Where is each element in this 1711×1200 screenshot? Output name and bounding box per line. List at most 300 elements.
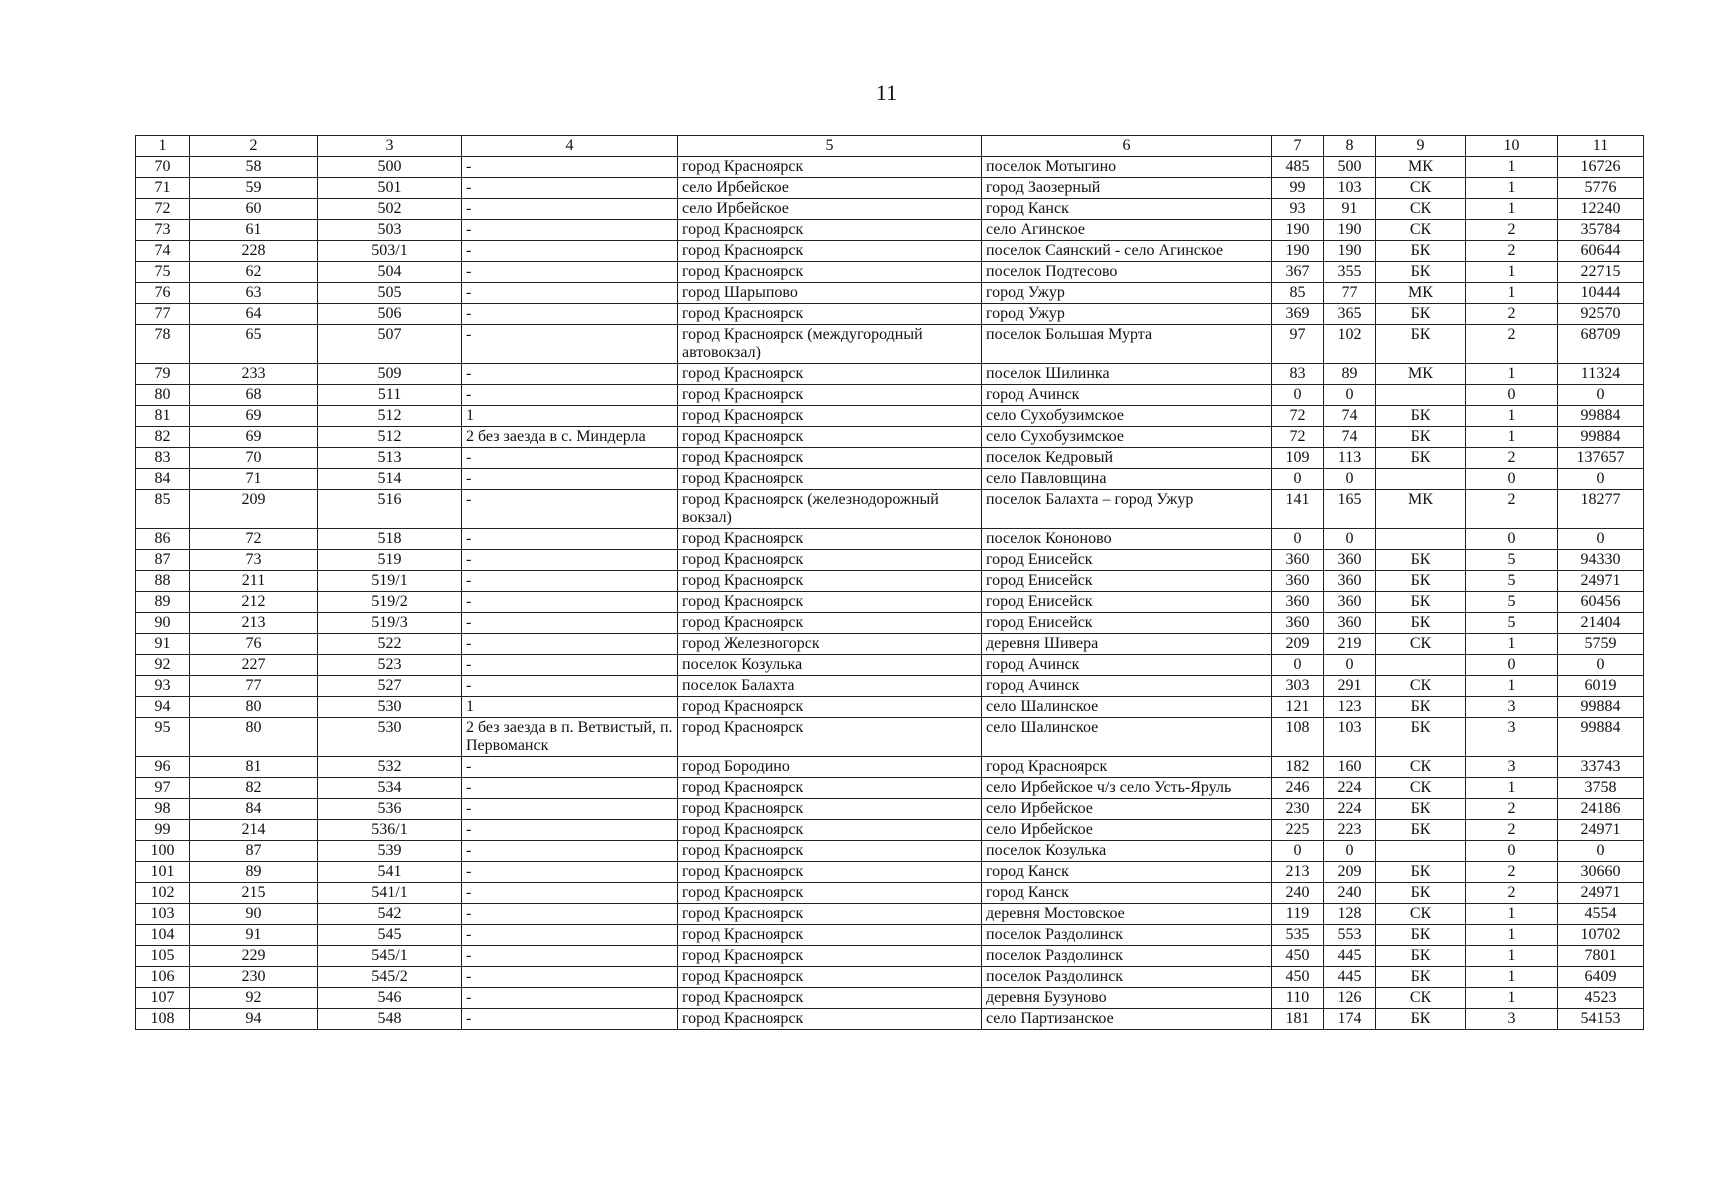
- table-cell: 541: [318, 862, 462, 883]
- table-cell: 504: [318, 262, 462, 283]
- table-cell: город Канск: [982, 199, 1272, 220]
- table-cell: 61: [190, 220, 318, 241]
- table-cell: 99: [1272, 178, 1324, 199]
- table-cell: 535: [1272, 925, 1324, 946]
- table-cell: город Красноярск: [678, 529, 982, 550]
- table-cell: село Сухобузимское: [982, 427, 1272, 448]
- table-cell: город Красноярск: [678, 304, 982, 325]
- table-cell: 2: [1466, 799, 1558, 820]
- table-cell: 110: [1272, 988, 1324, 1009]
- table-cell: село Шалинское: [982, 697, 1272, 718]
- table-cell: -: [462, 925, 678, 946]
- table-cell: 223: [1324, 820, 1376, 841]
- table-row: [136, 862, 1644, 883]
- column-header: 2: [190, 136, 318, 157]
- table-cell: 16726: [1558, 157, 1644, 178]
- table-cell: село Ирбейское: [678, 199, 982, 220]
- table-cell: 12240: [1558, 199, 1644, 220]
- table-cell: 530: [318, 697, 462, 718]
- table-cell: 1: [1466, 283, 1558, 304]
- table-cell: 514: [318, 469, 462, 490]
- table-cell: 91: [136, 634, 190, 655]
- table-cell: город Красноярск: [678, 364, 982, 385]
- table-cell: 1: [1466, 406, 1558, 427]
- table-cell: 69: [190, 427, 318, 448]
- table-row: [136, 157, 1644, 178]
- table-cell: 81: [190, 757, 318, 778]
- table-cell: БК: [1376, 799, 1466, 820]
- table-cell: 6409: [1558, 967, 1644, 988]
- table-cell: 89: [136, 592, 190, 613]
- table-cell: 0: [1558, 385, 1644, 406]
- table-cell: БК: [1376, 862, 1466, 883]
- table-cell: 91: [190, 925, 318, 946]
- table-row: [136, 490, 1644, 529]
- table-cell: 0: [1466, 469, 1558, 490]
- table-cell: 501: [318, 178, 462, 199]
- table-cell: -: [462, 220, 678, 241]
- table-cell: 72: [136, 199, 190, 220]
- table-cell: 137657: [1558, 448, 1644, 469]
- table-cell: 84: [136, 469, 190, 490]
- column-header: 3: [318, 136, 462, 157]
- table-cell: 3758: [1558, 778, 1644, 799]
- table-cell: 224: [1324, 778, 1376, 799]
- table-cell: село Ирбейское ч/з село Усть-Яруль: [982, 778, 1272, 799]
- table-cell: -: [462, 283, 678, 304]
- table-cell: -: [462, 385, 678, 406]
- table-cell: 2: [1466, 862, 1558, 883]
- table-cell: 1: [1466, 427, 1558, 448]
- table-cell: 102: [1324, 325, 1376, 364]
- table-cell: 97: [136, 778, 190, 799]
- table-cell: 22715: [1558, 262, 1644, 283]
- table-cell: -: [462, 469, 678, 490]
- table-cell: 108: [1272, 718, 1324, 757]
- table-cell: 0: [1272, 529, 1324, 550]
- table-cell: город Ужур: [982, 283, 1272, 304]
- table-row: [136, 1009, 1644, 1030]
- table-cell: город Енисейск: [982, 613, 1272, 634]
- table-row: [136, 529, 1644, 550]
- table-cell: 33743: [1558, 757, 1644, 778]
- table-cell: 76: [136, 283, 190, 304]
- table-cell: село Ирбейское: [982, 799, 1272, 820]
- table-cell: 99884: [1558, 697, 1644, 718]
- table-cell: БК: [1376, 427, 1466, 448]
- table-cell: город Красноярск: [678, 883, 982, 904]
- table-cell: город Ачинск: [982, 676, 1272, 697]
- table-cell: 507: [318, 325, 462, 364]
- table-cell: 0: [1466, 385, 1558, 406]
- table-cell: 211: [190, 571, 318, 592]
- table-cell: 545/2: [318, 967, 462, 988]
- column-header: 11: [1558, 136, 1644, 157]
- table-cell: 73: [190, 550, 318, 571]
- table-cell: -: [462, 967, 678, 988]
- table-cell: 77: [1324, 283, 1376, 304]
- table-cell: -: [462, 304, 678, 325]
- table-cell: город Красноярск: [678, 157, 982, 178]
- table-cell: -: [462, 613, 678, 634]
- table-cell: 1: [1466, 262, 1558, 283]
- table-cell: -: [462, 676, 678, 697]
- table-cell: 5: [1466, 571, 1558, 592]
- table-cell: поселок Раздолинск: [982, 967, 1272, 988]
- table-row: [136, 925, 1644, 946]
- table-cell: 355: [1324, 262, 1376, 283]
- table-cell: -: [462, 1009, 678, 1030]
- table-cell: -: [462, 490, 678, 529]
- table-cell: 165: [1324, 490, 1376, 529]
- table-cell: село Ирбейское: [982, 820, 1272, 841]
- table-body: [136, 157, 1644, 1030]
- table-cell: город Красноярск: [678, 469, 982, 490]
- table-cell: 94330: [1558, 550, 1644, 571]
- table-cell: -: [462, 178, 678, 199]
- table-cell: 2 без заезда в с. Миндерла: [462, 427, 678, 448]
- table-cell: город Красноярск: [678, 385, 982, 406]
- table-cell: город Красноярск: [678, 904, 982, 925]
- table-cell: 105: [136, 946, 190, 967]
- table-cell: СК: [1376, 988, 1466, 1009]
- table-cell: деревня Бузуново: [982, 988, 1272, 1009]
- table-cell: 219: [1324, 634, 1376, 655]
- table-cell: 91: [1324, 199, 1376, 220]
- table-cell: 500: [1324, 157, 1376, 178]
- table-cell: 5: [1466, 613, 1558, 634]
- table-row: [136, 220, 1644, 241]
- table-cell: 113: [1324, 448, 1376, 469]
- table-cell: город Красноярск: [678, 946, 982, 967]
- table-cell: БК: [1376, 406, 1466, 427]
- table-cell: 21404: [1558, 613, 1644, 634]
- table-cell: 10444: [1558, 283, 1644, 304]
- table-row: [136, 571, 1644, 592]
- table-cell: 35784: [1558, 220, 1644, 241]
- table-row: [136, 550, 1644, 571]
- table-cell: -: [462, 529, 678, 550]
- table-cell: город Красноярск: [678, 448, 982, 469]
- table-cell: 74: [136, 241, 190, 262]
- table-cell: 2 без заезда в п. Ветвистый, п. Первоманск: [462, 718, 678, 757]
- column-header: 7: [1272, 136, 1324, 157]
- table-cell: 119: [1272, 904, 1324, 925]
- table-cell: 1: [1466, 157, 1558, 178]
- table-cell: 92: [190, 988, 318, 1009]
- table-row: [136, 799, 1644, 820]
- header-row: [136, 136, 1644, 157]
- table-cell: 141: [1272, 490, 1324, 529]
- table-cell: 58: [190, 157, 318, 178]
- table-cell: СК: [1376, 778, 1466, 799]
- table-cell: 101: [136, 862, 190, 883]
- table-cell: 485: [1272, 157, 1324, 178]
- table-cell: 509: [318, 364, 462, 385]
- table-cell: 5: [1466, 550, 1558, 571]
- table-cell: [1376, 529, 1466, 550]
- table-cell: 60456: [1558, 592, 1644, 613]
- table-cell: 85: [136, 490, 190, 529]
- table-cell: 103: [136, 904, 190, 925]
- table-cell: город Енисейск: [982, 550, 1272, 571]
- table-cell: СК: [1376, 199, 1466, 220]
- table-cell: 70: [136, 157, 190, 178]
- table-row: [136, 778, 1644, 799]
- column-header: 10: [1466, 136, 1558, 157]
- table-cell: 10702: [1558, 925, 1644, 946]
- table-cell: город Красноярск: [678, 220, 982, 241]
- table-cell: город Красноярск: [678, 427, 982, 448]
- table-cell: 215: [190, 883, 318, 904]
- table-cell: [1376, 655, 1466, 676]
- table-cell: 1: [1466, 967, 1558, 988]
- table-cell: 0: [1272, 469, 1324, 490]
- table-cell: 86: [136, 529, 190, 550]
- table-row: [136, 283, 1644, 304]
- table-cell: 18277: [1558, 490, 1644, 529]
- table-cell: 94: [190, 1009, 318, 1030]
- table-cell: город Красноярск: [678, 778, 982, 799]
- table-cell: 82: [136, 427, 190, 448]
- table-cell: 534: [318, 778, 462, 799]
- table-cell: 2: [1466, 325, 1558, 364]
- table-cell: БК: [1376, 718, 1466, 757]
- table-row: [136, 385, 1644, 406]
- table-cell: 522: [318, 634, 462, 655]
- table-cell: -: [462, 883, 678, 904]
- table-cell: город Красноярск: [678, 988, 982, 1009]
- table-cell: 3: [1466, 697, 1558, 718]
- table-cell: 360: [1324, 592, 1376, 613]
- table-cell: -: [462, 364, 678, 385]
- table-cell: 512: [318, 427, 462, 448]
- table-cell: 104: [136, 925, 190, 946]
- table-cell: город Красноярск: [678, 550, 982, 571]
- table-cell: 541/1: [318, 883, 462, 904]
- table-row: [136, 241, 1644, 262]
- table-cell: БК: [1376, 1009, 1466, 1030]
- table-cell: поселок Кедровый: [982, 448, 1272, 469]
- table-cell: 71: [190, 469, 318, 490]
- table-cell: 213: [190, 613, 318, 634]
- table-cell: город Красноярск: [678, 592, 982, 613]
- table-cell: 74: [1324, 427, 1376, 448]
- table-cell: -: [462, 592, 678, 613]
- table-cell: 121: [1272, 697, 1324, 718]
- table-cell: 74: [1324, 406, 1376, 427]
- table-cell: город Канск: [982, 862, 1272, 883]
- table-cell: 229: [190, 946, 318, 967]
- table-cell: 546: [318, 988, 462, 1009]
- table-cell: 0: [1272, 385, 1324, 406]
- table-cell: 75: [136, 262, 190, 283]
- table-cell: 227: [190, 655, 318, 676]
- table-cell: село Шалинское: [982, 718, 1272, 757]
- table-cell: -: [462, 448, 678, 469]
- table-cell: 62: [190, 262, 318, 283]
- table-cell: 30660: [1558, 862, 1644, 883]
- table-cell: поселок Балахта – город Ужур: [982, 490, 1272, 529]
- table-cell: 59: [190, 178, 318, 199]
- table-cell: 445: [1324, 967, 1376, 988]
- column-header: 4: [462, 136, 678, 157]
- table-cell: 518: [318, 529, 462, 550]
- table-cell: 0: [1466, 529, 1558, 550]
- table-row: [136, 304, 1644, 325]
- table-cell: 5776: [1558, 178, 1644, 199]
- table-cell: 367: [1272, 262, 1324, 283]
- table-cell: 233: [190, 364, 318, 385]
- table-cell: [1376, 385, 1466, 406]
- table-cell: 1: [1466, 904, 1558, 925]
- table-cell: поселок Козулька: [982, 841, 1272, 862]
- table-row: [136, 820, 1644, 841]
- table-cell: 81: [136, 406, 190, 427]
- table-cell: 79: [136, 364, 190, 385]
- table-cell: город Красноярск: [678, 799, 982, 820]
- table-cell: БК: [1376, 925, 1466, 946]
- table-cell: 4523: [1558, 988, 1644, 1009]
- table-cell: город Красноярск: [678, 241, 982, 262]
- table-cell: село Ирбейское: [678, 178, 982, 199]
- table-cell: 360: [1272, 592, 1324, 613]
- table-cell: 360: [1324, 571, 1376, 592]
- table-cell: город Заозерный: [982, 178, 1272, 199]
- table-cell: 503/1: [318, 241, 462, 262]
- table-cell: 539: [318, 841, 462, 862]
- table-cell: город Ачинск: [982, 385, 1272, 406]
- table-cell: -: [462, 325, 678, 364]
- table-cell: 24971: [1558, 571, 1644, 592]
- table-cell: 5: [1466, 592, 1558, 613]
- table-cell: поселок Мотыгино: [982, 157, 1272, 178]
- table-cell: СК: [1376, 904, 1466, 925]
- table-cell: 1: [462, 406, 678, 427]
- table-cell: 100: [136, 841, 190, 862]
- table-row: [136, 178, 1644, 199]
- table-cell: 1: [1466, 676, 1558, 697]
- table-cell: 7801: [1558, 946, 1644, 967]
- table-cell: 123: [1324, 697, 1376, 718]
- table-cell: 24186: [1558, 799, 1644, 820]
- table-cell: 506: [318, 304, 462, 325]
- table-cell: 1: [1466, 778, 1558, 799]
- table-cell: 224: [1324, 799, 1376, 820]
- table-cell: БК: [1376, 448, 1466, 469]
- table-cell: село Агинское: [982, 220, 1272, 241]
- table-cell: 94: [136, 697, 190, 718]
- table-cell: 536/1: [318, 820, 462, 841]
- table-cell: 190: [1272, 220, 1324, 241]
- table-cell: 98: [136, 799, 190, 820]
- table-cell: БК: [1376, 946, 1466, 967]
- table-cell: 99884: [1558, 427, 1644, 448]
- table-cell: 77: [136, 304, 190, 325]
- table-cell: 1: [1466, 925, 1558, 946]
- table-cell: город Ужур: [982, 304, 1272, 325]
- table-cell: -: [462, 571, 678, 592]
- table-cell: 54153: [1558, 1009, 1644, 1030]
- table-row: [136, 448, 1644, 469]
- table-cell: город Красноярск: [678, 571, 982, 592]
- table-cell: 60644: [1558, 241, 1644, 262]
- table-cell: 24971: [1558, 820, 1644, 841]
- table-cell: 0: [1466, 655, 1558, 676]
- table-cell: 0: [1558, 655, 1644, 676]
- table-cell: 84: [190, 799, 318, 820]
- table-cell: 88: [136, 571, 190, 592]
- table-cell: 99884: [1558, 718, 1644, 757]
- table-cell: 360: [1324, 550, 1376, 571]
- table-cell: 73: [136, 220, 190, 241]
- table-cell: 360: [1272, 613, 1324, 634]
- table-cell: 190: [1272, 241, 1324, 262]
- table-cell: БК: [1376, 262, 1466, 283]
- table-cell: город Красноярск: [678, 862, 982, 883]
- table-cell: -: [462, 655, 678, 676]
- table-cell: 516: [318, 490, 462, 529]
- table-cell: 213: [1272, 862, 1324, 883]
- table-cell: 63: [190, 283, 318, 304]
- table-cell: -: [462, 799, 678, 820]
- table-cell: 2: [1466, 304, 1558, 325]
- table-row: [136, 676, 1644, 697]
- table-cell: 80: [136, 385, 190, 406]
- table-cell: 93: [136, 676, 190, 697]
- table-cell: город Красноярск: [678, 967, 982, 988]
- table-cell: 107: [136, 988, 190, 1009]
- table-cell: 72: [1272, 427, 1324, 448]
- table-cell: БК: [1376, 304, 1466, 325]
- page-number: 11: [875, 80, 898, 105]
- table-cell: 5759: [1558, 634, 1644, 655]
- table-cell: 85: [1272, 283, 1324, 304]
- table-row: [136, 967, 1644, 988]
- table-cell: 3: [1466, 757, 1558, 778]
- table-cell: 519/1: [318, 571, 462, 592]
- table-cell: 87: [190, 841, 318, 862]
- table-cell: БК: [1376, 571, 1466, 592]
- table-cell: 500: [318, 157, 462, 178]
- table-cell: 92: [136, 655, 190, 676]
- table-cell: 360: [1272, 550, 1324, 571]
- table-cell: 230: [1272, 799, 1324, 820]
- table-cell: 1: [462, 697, 678, 718]
- table-cell: город Красноярск: [678, 406, 982, 427]
- table-cell: поселок Саянский - село Агинское: [982, 241, 1272, 262]
- table-cell: -: [462, 778, 678, 799]
- table-cell: 108: [136, 1009, 190, 1030]
- table-cell: -: [462, 904, 678, 925]
- table-cell: [1376, 469, 1466, 490]
- table-cell: 548: [318, 1009, 462, 1030]
- table-cell: 76: [190, 634, 318, 655]
- table-cell: СК: [1376, 634, 1466, 655]
- table-cell: 89: [1324, 364, 1376, 385]
- table-cell: 87: [136, 550, 190, 571]
- table-cell: 530: [318, 718, 462, 757]
- table-cell: 70: [190, 448, 318, 469]
- table-cell: 96: [136, 757, 190, 778]
- table-cell: 11324: [1558, 364, 1644, 385]
- table-cell: 369: [1272, 304, 1324, 325]
- table-cell: 3: [1466, 1009, 1558, 1030]
- table-row: [136, 655, 1644, 676]
- table-cell: 365: [1324, 304, 1376, 325]
- table-cell: 0: [1324, 529, 1376, 550]
- table-cell: город Красноярск: [678, 697, 982, 718]
